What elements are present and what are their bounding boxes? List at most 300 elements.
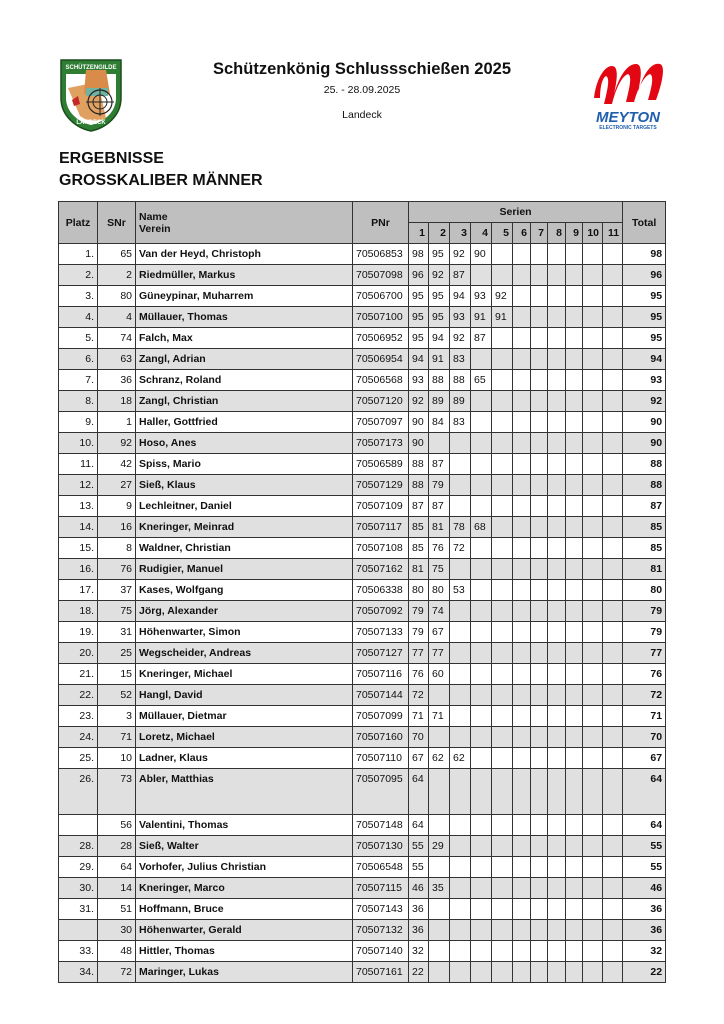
rank-cell: 3.	[59, 286, 98, 307]
series-2-cell: 67	[429, 622, 450, 643]
series-6-cell	[513, 836, 531, 857]
rank-cell: 29.	[59, 857, 98, 878]
series-8-cell	[548, 899, 566, 920]
pass-number-cell: 70507144	[353, 685, 409, 706]
series-11-cell	[603, 580, 623, 601]
start-number-cell: 76	[98, 559, 136, 580]
series-2-cell: 95	[429, 307, 450, 328]
series-1-cell: 85	[409, 517, 429, 538]
series-1-cell: 79	[409, 601, 429, 622]
rank-cell: 21.	[59, 664, 98, 685]
series-6-cell	[513, 580, 531, 601]
series-11-cell	[603, 685, 623, 706]
shooter-name-cell: Falch, Max	[136, 328, 353, 349]
series-1-cell: 90	[409, 433, 429, 454]
start-number-cell: 52	[98, 685, 136, 706]
series-7-cell	[531, 815, 548, 836]
shooter-name-cell: Zangl, Christian	[136, 391, 353, 412]
shooter-name-cell: Müllauer, Thomas	[136, 307, 353, 328]
series-10-cell	[583, 370, 603, 391]
series-2-cell: 89	[429, 391, 450, 412]
series-10-cell	[583, 769, 603, 815]
series-9-cell	[566, 475, 583, 496]
series-4-cell	[471, 475, 492, 496]
series-5-cell	[492, 265, 513, 286]
series-4-cell: 90	[471, 244, 492, 265]
series-9-cell	[566, 328, 583, 349]
pass-number-cell: 70506954	[353, 349, 409, 370]
table-row[interactable]	[59, 286, 666, 307]
series-4-cell	[471, 538, 492, 559]
series-2-cell: 87	[429, 454, 450, 475]
table-row[interactable]	[59, 244, 666, 265]
start-number-cell: 73	[98, 769, 136, 815]
rank-cell: 6.	[59, 349, 98, 370]
start-number-cell: 74	[98, 328, 136, 349]
series-2-cell: 92	[429, 265, 450, 286]
pass-number-cell: 70507092	[353, 601, 409, 622]
series-4-cell	[471, 685, 492, 706]
series-11-cell	[603, 748, 623, 769]
series-11-cell	[603, 941, 623, 962]
shooter-name-cell: Sieß, Klaus	[136, 475, 353, 496]
pass-number-cell: 70507117	[353, 517, 409, 538]
series-2-cell	[429, 941, 450, 962]
start-number-cell: 2	[98, 265, 136, 286]
series-4-cell	[471, 349, 492, 370]
series-2-cell	[429, 857, 450, 878]
series-7-cell	[531, 622, 548, 643]
series-7-cell	[531, 370, 548, 391]
event-date: 25. - 28.09.2025	[323, 84, 401, 96]
series-3-cell: 62	[450, 748, 471, 769]
column-header-serie-5: 5	[492, 223, 513, 244]
series-6-cell	[513, 748, 531, 769]
table-header	[59, 202, 666, 244]
pass-number-cell: 70507097	[353, 412, 409, 433]
total-cell: 71	[623, 706, 666, 727]
start-number-cell: 25	[98, 643, 136, 664]
series-3-cell	[450, 685, 471, 706]
start-number-cell: 64	[98, 857, 136, 878]
series-3-cell: 88	[450, 370, 471, 391]
series-6-cell	[513, 412, 531, 433]
table-row[interactable]	[59, 454, 666, 475]
series-2-cell: 80	[429, 580, 450, 601]
series-2-cell: 35	[429, 878, 450, 899]
start-number-cell: 37	[98, 580, 136, 601]
shooter-name-cell: Waldner, Christian	[136, 538, 353, 559]
table-row[interactable]	[59, 727, 666, 748]
series-6-cell	[513, 706, 531, 727]
rank-cell: 24.	[59, 727, 98, 748]
series-9-cell	[566, 265, 583, 286]
series-3-cell	[450, 496, 471, 517]
series-7-cell	[531, 307, 548, 328]
series-2-cell	[429, 769, 450, 815]
series-10-cell	[583, 962, 603, 983]
pass-number-cell: 70506589	[353, 454, 409, 475]
total-cell: 55	[623, 836, 666, 857]
pass-number-cell: 70507099	[353, 706, 409, 727]
series-1-cell: 88	[409, 475, 429, 496]
start-number-cell: 31	[98, 622, 136, 643]
series-4-cell	[471, 878, 492, 899]
shooter-name-cell: Güneypinar, Muharrem	[136, 286, 353, 307]
total-cell: 94	[623, 349, 666, 370]
series-4-cell	[471, 920, 492, 941]
series-5-cell	[492, 475, 513, 496]
rank-cell: 9.	[59, 412, 98, 433]
series-3-cell: 92	[450, 244, 471, 265]
series-4-cell	[471, 664, 492, 685]
column-header-name-verein[interactable]	[136, 202, 353, 244]
series-9-cell	[566, 244, 583, 265]
total-cell: 90	[623, 412, 666, 433]
table-row[interactable]	[59, 920, 666, 941]
table-row[interactable]	[59, 475, 666, 496]
series-3-cell	[450, 878, 471, 899]
pass-number-cell: 70507115	[353, 878, 409, 899]
table-row[interactable]	[59, 769, 666, 815]
rank-cell: 26.	[59, 769, 98, 815]
rank-cell: 15.	[59, 538, 98, 559]
table-row[interactable]	[59, 559, 666, 580]
table-row[interactable]	[59, 941, 666, 962]
series-2-cell: 81	[429, 517, 450, 538]
series-5-cell	[492, 559, 513, 580]
table-row[interactable]	[59, 580, 666, 601]
shooter-name-cell: Müllauer, Dietmar	[136, 706, 353, 727]
series-5-cell	[492, 370, 513, 391]
start-number-cell: 18	[98, 391, 136, 412]
series-7-cell	[531, 878, 548, 899]
table-row[interactable]	[59, 328, 666, 349]
table-row[interactable]	[59, 643, 666, 664]
total-cell: 87	[623, 496, 666, 517]
start-number-cell: 65	[98, 244, 136, 265]
table-row[interactable]	[59, 517, 666, 538]
series-8-cell	[548, 769, 566, 815]
meyton-logo-icon	[590, 58, 666, 132]
series-8-cell	[548, 433, 566, 454]
series-5-cell: 91	[492, 307, 513, 328]
series-2-cell: 88	[429, 370, 450, 391]
column-header-serie-8: 8	[548, 223, 566, 244]
series-11-cell	[603, 727, 623, 748]
series-9-cell	[566, 643, 583, 664]
series-11-cell	[603, 878, 623, 899]
series-3-cell	[450, 899, 471, 920]
series-6-cell	[513, 349, 531, 370]
table-row[interactable]	[59, 664, 666, 685]
series-1-cell: 79	[409, 622, 429, 643]
series-7-cell	[531, 265, 548, 286]
series-11-cell	[603, 920, 623, 941]
table-row[interactable]	[59, 962, 666, 983]
series-11-cell	[603, 664, 623, 685]
rank-cell: 23.	[59, 706, 98, 727]
series-10-cell	[583, 664, 603, 685]
start-number-cell: 42	[98, 454, 136, 475]
column-header-platz[interactable]: Platz	[59, 202, 98, 244]
total-cell: 88	[623, 454, 666, 475]
start-number-cell: 28	[98, 836, 136, 857]
table-row[interactable]	[59, 899, 666, 920]
series-8-cell	[548, 559, 566, 580]
series-1-cell: 95	[409, 328, 429, 349]
rank-cell: 12.	[59, 475, 98, 496]
series-10-cell	[583, 538, 603, 559]
total-cell: 79	[623, 601, 666, 622]
table-row[interactable]	[59, 412, 666, 433]
table-row[interactable]	[59, 265, 666, 286]
column-header-snr[interactable]: SNr	[98, 202, 136, 244]
series-2-cell: 84	[429, 412, 450, 433]
series-10-cell	[583, 391, 603, 412]
total-cell: 96	[623, 265, 666, 286]
shooter-name-cell: Ladner, Klaus	[136, 748, 353, 769]
start-number-cell: 15	[98, 664, 136, 685]
series-3-cell	[450, 769, 471, 815]
series-5-cell	[492, 899, 513, 920]
pass-number-cell: 70507109	[353, 496, 409, 517]
series-4-cell: 87	[471, 328, 492, 349]
series-1-cell: 87	[409, 496, 429, 517]
series-7-cell	[531, 244, 548, 265]
table-row[interactable]	[59, 878, 666, 899]
rank-cell: 28.	[59, 836, 98, 857]
series-8-cell	[548, 517, 566, 538]
series-7-cell	[531, 328, 548, 349]
rank-cell: 16.	[59, 559, 98, 580]
series-10-cell	[583, 748, 603, 769]
series-3-cell	[450, 727, 471, 748]
table-row[interactable]	[59, 857, 666, 878]
series-6-cell	[513, 857, 531, 878]
series-3-cell	[450, 454, 471, 475]
series-11-cell	[603, 370, 623, 391]
total-cell: 72	[623, 685, 666, 706]
series-10-cell	[583, 244, 603, 265]
series-4-cell	[471, 622, 492, 643]
section-heading-line1: ERGEBNISSE	[59, 150, 164, 167]
series-6-cell	[513, 475, 531, 496]
column-header-serien: Serien	[409, 202, 623, 223]
table-row[interactable]	[59, 391, 666, 412]
series-2-cell: 75	[429, 559, 450, 580]
series-5-cell	[492, 769, 513, 815]
pass-number-cell: 70507120	[353, 391, 409, 412]
series-10-cell	[583, 920, 603, 941]
column-header-pnr[interactable]: PNr	[353, 202, 409, 244]
event-title: Schützenkönig Schlussschießen 2025	[212, 60, 511, 78]
shooter-name-cell: Abler, Matthias	[136, 769, 353, 815]
table-row[interactable]	[59, 706, 666, 727]
shooter-name-cell: Kneringer, Meinrad	[136, 517, 353, 538]
series-5-cell	[492, 664, 513, 685]
total-cell: 76	[623, 664, 666, 685]
series-11-cell	[603, 622, 623, 643]
series-3-cell: 53	[450, 580, 471, 601]
shooter-name-cell: Sieß, Walter	[136, 836, 353, 857]
series-11-cell	[603, 559, 623, 580]
shooter-name-cell: Höhenwarter, Gerald	[136, 920, 353, 941]
series-1-cell: 67	[409, 748, 429, 769]
series-3-cell	[450, 601, 471, 622]
series-1-cell: 76	[409, 664, 429, 685]
series-5-cell	[492, 538, 513, 559]
table-row[interactable]	[59, 349, 666, 370]
pass-number-cell: 70507173	[353, 433, 409, 454]
series-8-cell	[548, 836, 566, 857]
series-6-cell	[513, 920, 531, 941]
series-8-cell	[548, 496, 566, 517]
series-4-cell	[471, 899, 492, 920]
series-11-cell	[603, 286, 623, 307]
table-row[interactable]	[59, 496, 666, 517]
series-8-cell	[548, 412, 566, 433]
series-6-cell	[513, 878, 531, 899]
series-2-cell: 71	[429, 706, 450, 727]
series-10-cell	[583, 433, 603, 454]
column-header-serie-4: 4	[471, 223, 492, 244]
series-9-cell	[566, 941, 583, 962]
series-6-cell	[513, 685, 531, 706]
series-11-cell	[603, 643, 623, 664]
series-10-cell	[583, 286, 603, 307]
series-9-cell	[566, 307, 583, 328]
series-11-cell	[603, 265, 623, 286]
series-9-cell	[566, 836, 583, 857]
series-10-cell	[583, 706, 603, 727]
shooter-name-cell: Riedmüller, Markus	[136, 265, 353, 286]
series-4-cell	[471, 857, 492, 878]
total-cell: 92	[623, 391, 666, 412]
series-4-cell	[471, 391, 492, 412]
table-row[interactable]	[59, 748, 666, 769]
series-1-cell: 64	[409, 815, 429, 836]
rank-cell	[59, 815, 98, 836]
series-11-cell	[603, 899, 623, 920]
series-5-cell	[492, 244, 513, 265]
rank-cell: 30.	[59, 878, 98, 899]
series-3-cell	[450, 433, 471, 454]
series-8-cell	[548, 643, 566, 664]
column-header-total[interactable]: Total	[623, 202, 666, 244]
total-cell: 95	[623, 307, 666, 328]
series-4-cell	[471, 748, 492, 769]
series-9-cell	[566, 920, 583, 941]
pass-number-cell: 70507127	[353, 643, 409, 664]
pass-number-cell: 70507108	[353, 538, 409, 559]
start-number-cell: 36	[98, 370, 136, 391]
series-8-cell	[548, 580, 566, 601]
series-9-cell	[566, 727, 583, 748]
series-3-cell: 78	[450, 517, 471, 538]
event-location: Landeck	[342, 109, 382, 121]
series-9-cell	[566, 878, 583, 899]
rank-cell: 4.	[59, 307, 98, 328]
series-6-cell	[513, 538, 531, 559]
shooter-name-cell: Rudigier, Manuel	[136, 559, 353, 580]
pass-number-cell: 70506952	[353, 328, 409, 349]
table-row[interactable]	[59, 815, 666, 836]
series-7-cell	[531, 391, 548, 412]
series-10-cell	[583, 857, 603, 878]
rank-cell: 19.	[59, 622, 98, 643]
series-4-cell	[471, 412, 492, 433]
table-row[interactable]	[59, 622, 666, 643]
series-11-cell	[603, 857, 623, 878]
series-6-cell	[513, 643, 531, 664]
rank-cell: 5.	[59, 328, 98, 349]
rank-cell: 22.	[59, 685, 98, 706]
meyton-subtitle: ELECTRONIC TARGETS	[599, 125, 657, 131]
table-row[interactable]	[59, 601, 666, 622]
table-row[interactable]	[59, 836, 666, 857]
series-9-cell	[566, 899, 583, 920]
pass-number-cell: 70506853	[353, 244, 409, 265]
series-9-cell	[566, 391, 583, 412]
series-7-cell	[531, 941, 548, 962]
series-10-cell	[583, 622, 603, 643]
rank-cell: 8.	[59, 391, 98, 412]
column-header-serie-11: 11	[603, 223, 623, 244]
rank-cell: 7.	[59, 370, 98, 391]
series-3-cell	[450, 962, 471, 983]
table-row[interactable]	[59, 307, 666, 328]
pass-number-cell: 70506700	[353, 286, 409, 307]
crest-top-text: SCHÜTZENGILDE	[65, 65, 117, 71]
start-number-cell: 8	[98, 538, 136, 559]
series-3-cell	[450, 941, 471, 962]
series-9-cell	[566, 769, 583, 815]
table-row[interactable]	[59, 370, 666, 391]
pass-number-cell: 70507132	[353, 920, 409, 941]
series-2-cell	[429, 433, 450, 454]
start-number-cell: 63	[98, 349, 136, 370]
series-7-cell	[531, 748, 548, 769]
series-8-cell	[548, 475, 566, 496]
pass-number-cell: 70507143	[353, 899, 409, 920]
rank-cell: 13.	[59, 496, 98, 517]
rank-cell: 10.	[59, 433, 98, 454]
series-8-cell	[548, 622, 566, 643]
rank-cell: 2.	[59, 265, 98, 286]
table-row[interactable]	[59, 538, 666, 559]
series-1-cell: 46	[409, 878, 429, 899]
series-11-cell	[603, 391, 623, 412]
series-6-cell	[513, 962, 531, 983]
series-2-cell: 95	[429, 286, 450, 307]
table-row[interactable]	[59, 685, 666, 706]
series-4-cell	[471, 265, 492, 286]
series-5-cell	[492, 706, 513, 727]
start-number-cell: 3	[98, 706, 136, 727]
series-4-cell	[471, 580, 492, 601]
series-7-cell	[531, 475, 548, 496]
series-4-cell	[471, 559, 492, 580]
column-header-serie-2: 2	[429, 223, 450, 244]
column-header-serie-10: 10	[583, 223, 603, 244]
series-5-cell	[492, 941, 513, 962]
table-row[interactable]	[59, 433, 666, 454]
series-2-cell: 74	[429, 601, 450, 622]
total-cell: 85	[623, 538, 666, 559]
rank-cell: 17.	[59, 580, 98, 601]
series-4-cell	[471, 769, 492, 815]
